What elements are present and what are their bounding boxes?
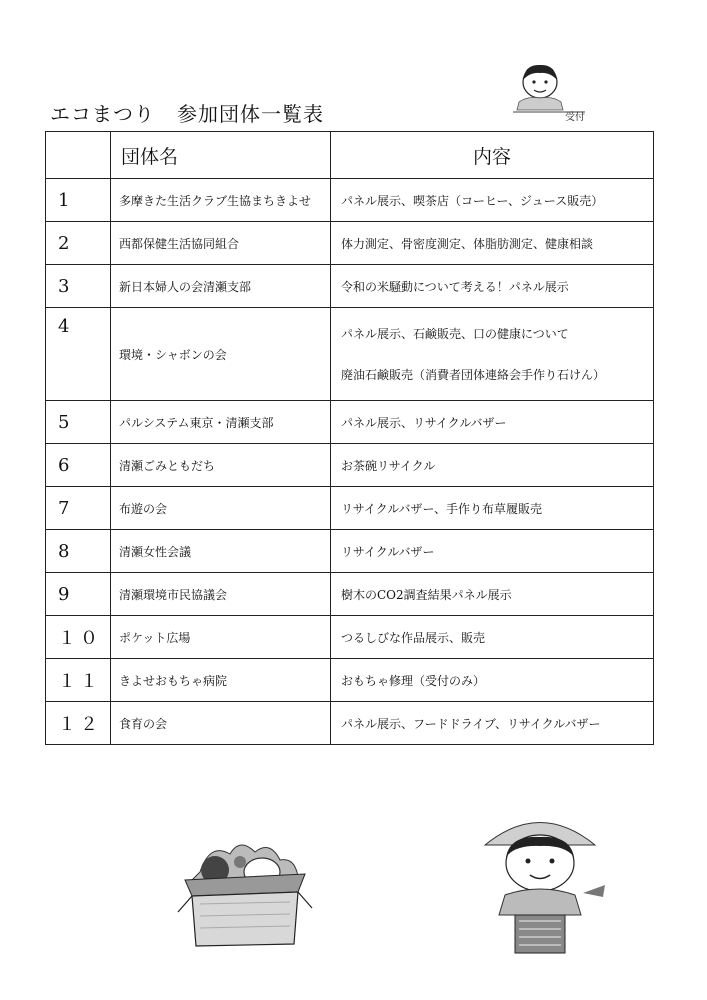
row-content: 体力測定、骨密度測定、体脂肪測定、健康相談 [331, 222, 654, 265]
title-list-name: 参加団体一覧表 [177, 102, 324, 126]
row-content: つるしびな作品展示、販売 [331, 616, 654, 659]
table-row [46, 702, 654, 745]
table-row [46, 222, 654, 265]
row-name: きよせおもちゃ病院 [111, 659, 331, 702]
row-num: 8 [46, 530, 111, 573]
table-row [46, 401, 654, 444]
table-row [46, 308, 654, 401]
row-name: 食育の会 [111, 702, 331, 745]
row-name: 布遊の会 [111, 487, 331, 530]
row-name: 環境・シャボンの会 [111, 308, 331, 401]
vegetable-basket-illustration [170, 832, 320, 952]
row-content: 令和の米騒動について考える！パネル展示 [331, 265, 654, 308]
table-row [46, 616, 654, 659]
table-row [46, 530, 654, 573]
row-num: 5 [46, 401, 111, 444]
row-name: ポケット広場 [111, 616, 331, 659]
table-header-row [46, 132, 654, 179]
page-title [50, 98, 324, 127]
row-name: 新日本婦人の会清瀬支部 [111, 265, 331, 308]
row-num: １２ [46, 702, 111, 745]
header-content: 内容 [331, 132, 654, 179]
row-content: パネル展示、喫茶店（コーヒー、ジュース販売） [331, 179, 654, 222]
row-content: お茶碗リサイクル [331, 444, 654, 487]
title-event-name: エコまつり [50, 102, 155, 126]
header-name: 団体名 [111, 132, 331, 179]
row-name: 多摩きた生活クラブ生協まちきよせ [111, 179, 331, 222]
receptionist-girl-illustration [505, 62, 595, 122]
row-num: 6 [46, 444, 111, 487]
participant-table [45, 131, 654, 745]
table-row [46, 659, 654, 702]
table-row [46, 487, 654, 530]
header-num [46, 132, 111, 179]
row-num: 9 [46, 573, 111, 616]
row-content: リサイクルバザー、手作り布草履販売 [331, 487, 654, 530]
row-content: パネル展示、フードドライブ、リサイクルバザー [331, 702, 654, 745]
table-row [46, 444, 654, 487]
row-num: １１ [46, 659, 111, 702]
row-name: 清瀬環境市民協議会 [111, 573, 331, 616]
reception-label: 受付 [565, 112, 585, 122]
row-content-line1: パネル展示、石鹸販売、口の健康について [341, 327, 569, 341]
row-content: リサイクルバザー [331, 530, 654, 573]
row-content-line2: 廃油石鹸販売（消費者団体連絡会手作り石けん） [341, 368, 606, 382]
row-num: 4 [46, 308, 111, 401]
row-content [331, 308, 654, 401]
row-name: 清瀬ごみともだち [111, 444, 331, 487]
table-row [46, 573, 654, 616]
row-num: 2 [46, 222, 111, 265]
row-content: パネル展示、リサイクルバザー [331, 401, 654, 444]
row-name: 清瀬女性会議 [111, 530, 331, 573]
row-content: 樹木のCO2調査結果パネル展示 [331, 573, 654, 616]
row-name: パルシステム東京・清瀬支部 [111, 401, 331, 444]
row-num: １０ [46, 616, 111, 659]
table-row [46, 179, 654, 222]
row-name: 西都保健生活協同組合 [111, 222, 331, 265]
shop-clerk-illustration [465, 805, 615, 955]
row-content: おもちゃ修理（受付のみ） [331, 659, 654, 702]
table-row [46, 265, 654, 308]
row-num: 7 [46, 487, 111, 530]
row-num: 1 [46, 179, 111, 222]
row-num: 3 [46, 265, 111, 308]
